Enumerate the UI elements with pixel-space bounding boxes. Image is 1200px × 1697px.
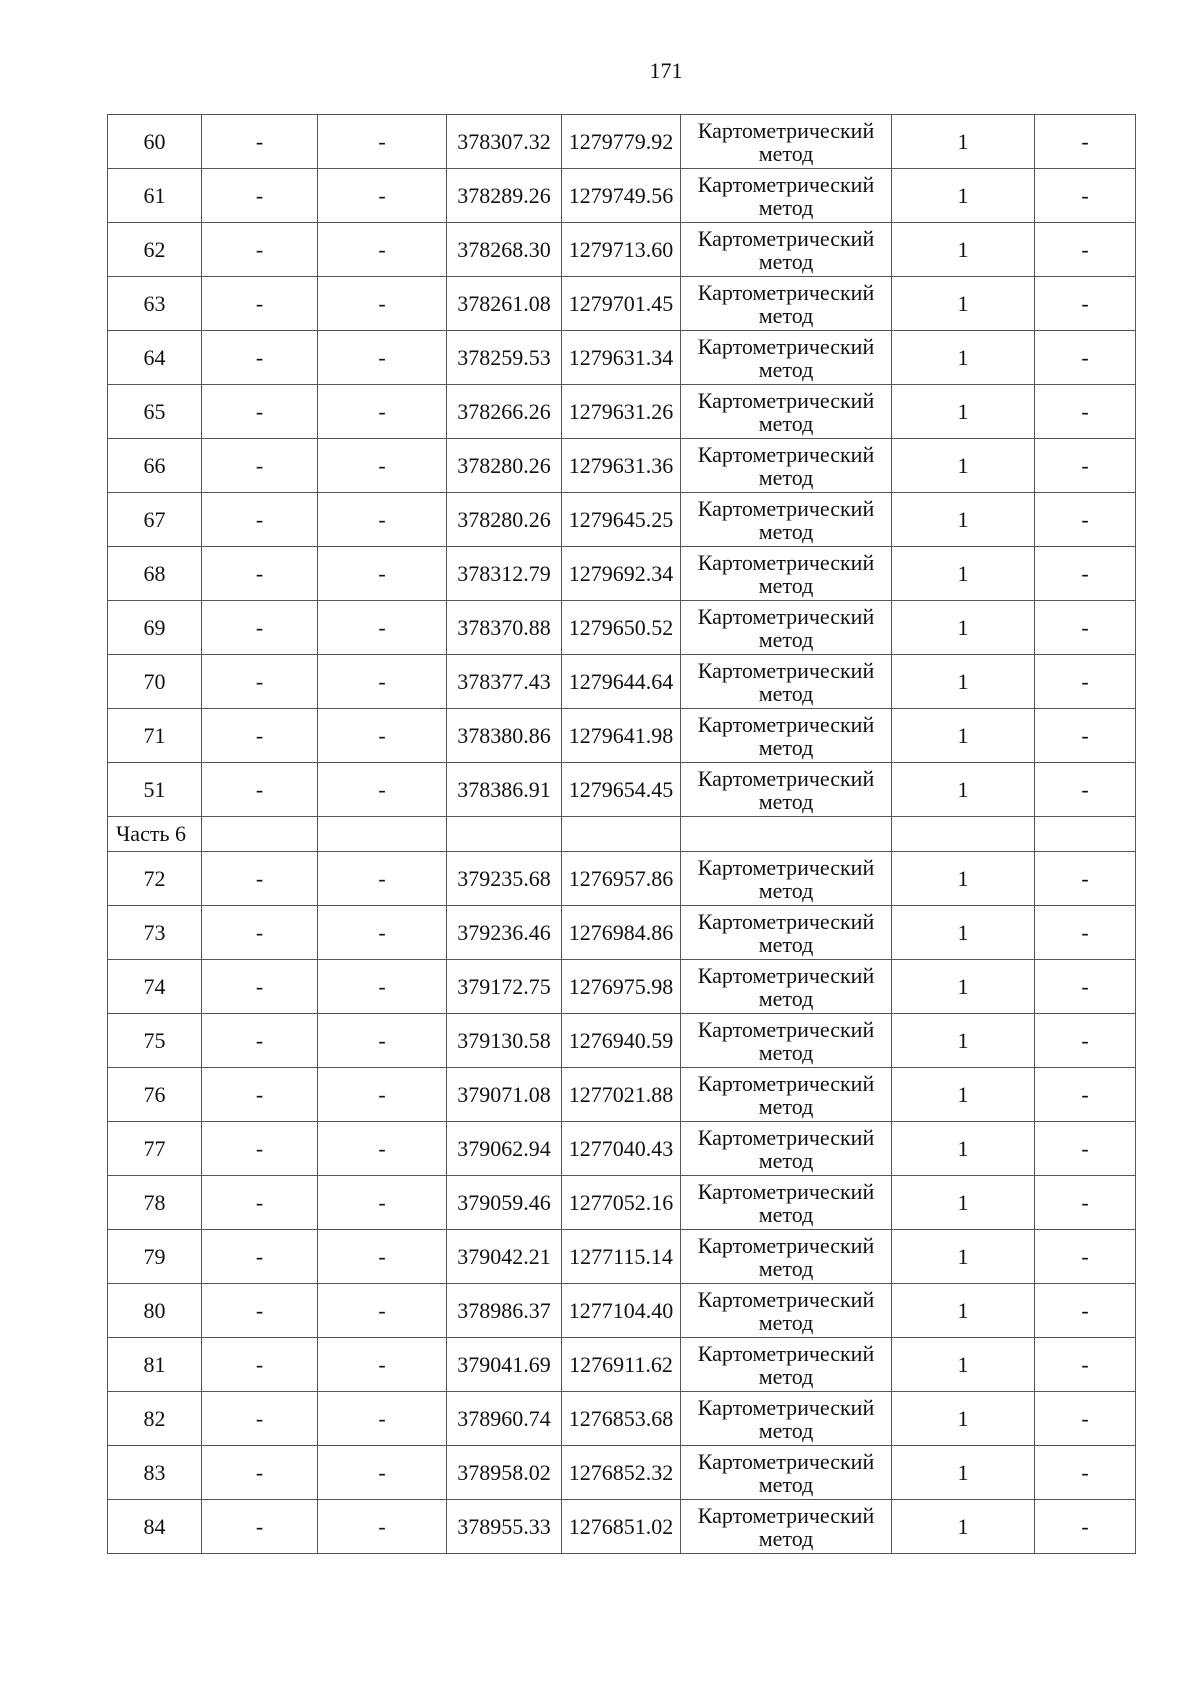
accuracy-cell: 1 — [892, 1338, 1035, 1392]
x-coordinate-cell: 379041.69 — [447, 1338, 562, 1392]
x-coordinate-cell: 378280.26 — [447, 493, 562, 547]
table-row — [108, 169, 1136, 223]
dash-cell: - — [202, 439, 318, 493]
accuracy-cell: 1 — [892, 331, 1035, 385]
method-line1: Картометрический — [697, 711, 875, 737]
table-row — [108, 960, 1136, 1014]
method-line1: Картометрический — [697, 603, 875, 629]
dash-cell: - — [1035, 331, 1136, 385]
method-line1: Картометрический — [697, 1394, 875, 1420]
method-line2: метод — [758, 356, 814, 382]
y-coordinate-cell: 1279645.25 — [562, 493, 681, 547]
method-line1: Картометрический — [697, 1448, 875, 1474]
dash-cell: - — [318, 1392, 447, 1446]
method-cell — [681, 1230, 892, 1284]
method-line1: Картометрический — [697, 1286, 875, 1312]
empty-cell — [447, 817, 562, 852]
method-line2: метод — [758, 1201, 814, 1227]
dash-cell: - — [202, 547, 318, 601]
x-coordinate-cell: 379062.94 — [447, 1122, 562, 1176]
point-number-cell: 51 — [108, 763, 202, 817]
dash-cell: - — [1035, 1500, 1136, 1554]
dash-cell: - — [202, 1500, 318, 1554]
section-row — [108, 817, 1136, 852]
y-coordinate-cell: 1277052.16 — [562, 1176, 681, 1230]
x-coordinate-cell: 378289.26 — [447, 169, 562, 223]
dash-cell: - — [202, 493, 318, 547]
table-row — [108, 277, 1136, 331]
table-row — [108, 493, 1136, 547]
method-cell — [681, 385, 892, 439]
dash-cell: - — [202, 1014, 318, 1068]
dash-cell: - — [1035, 277, 1136, 331]
dash-cell: - — [318, 115, 447, 169]
y-coordinate-cell: 1279749.56 — [562, 169, 681, 223]
accuracy-cell: 1 — [892, 169, 1035, 223]
x-coordinate-cell: 378266.26 — [447, 385, 562, 439]
method-line2: метод — [758, 518, 814, 544]
point-number-cell: 73 — [108, 906, 202, 960]
point-number-cell: 68 — [108, 547, 202, 601]
method-line2: метод — [758, 931, 814, 957]
method-line1: Картометрический — [697, 333, 875, 359]
accuracy-cell: 1 — [892, 439, 1035, 493]
y-coordinate-cell: 1277115.14 — [562, 1230, 681, 1284]
method-cell — [681, 852, 892, 906]
y-coordinate-cell: 1277104.40 — [562, 1284, 681, 1338]
empty-cell — [202, 817, 318, 852]
accuracy-cell: 1 — [892, 601, 1035, 655]
table-row — [108, 1500, 1136, 1554]
y-coordinate-cell: 1276975.98 — [562, 960, 681, 1014]
table-row — [108, 1122, 1136, 1176]
x-coordinate-cell: 378280.26 — [447, 439, 562, 493]
method-line2: метод — [758, 1147, 814, 1173]
dash-cell: - — [318, 1122, 447, 1176]
dash-cell: - — [202, 1122, 318, 1176]
method-line2: метод — [758, 626, 814, 652]
method-line1: Картометрический — [697, 1016, 875, 1042]
accuracy-cell: 1 — [892, 547, 1035, 601]
dash-cell: - — [202, 385, 318, 439]
y-coordinate-cell: 1279701.45 — [562, 277, 681, 331]
table-row — [108, 852, 1136, 906]
point-number-cell: 76 — [108, 1068, 202, 1122]
dash-cell: - — [202, 277, 318, 331]
accuracy-cell: 1 — [892, 1500, 1035, 1554]
dash-cell: - — [1035, 547, 1136, 601]
table-row — [108, 655, 1136, 709]
dash-cell: - — [202, 1176, 318, 1230]
method-line1: Картометрический — [697, 657, 875, 683]
table-row — [108, 1230, 1136, 1284]
accuracy-cell: 1 — [892, 1014, 1035, 1068]
dash-cell: - — [1035, 169, 1136, 223]
table-row — [108, 1014, 1136, 1068]
accuracy-cell: 1 — [892, 223, 1035, 277]
dash-cell: - — [1035, 1176, 1136, 1230]
dash-cell: - — [318, 1338, 447, 1392]
point-number-cell: 77 — [108, 1122, 202, 1176]
method-cell — [681, 1068, 892, 1122]
x-coordinate-cell: 378958.02 — [447, 1446, 562, 1500]
method-line2: метод — [758, 1309, 814, 1335]
point-number-cell: 78 — [108, 1176, 202, 1230]
x-coordinate-cell: 379172.75 — [447, 960, 562, 1014]
method-cell — [681, 709, 892, 763]
dash-cell: - — [318, 601, 447, 655]
table-row — [108, 1392, 1136, 1446]
dash-cell: - — [318, 493, 447, 547]
dash-cell: - — [202, 601, 318, 655]
y-coordinate-cell: 1279631.34 — [562, 331, 681, 385]
method-line1: Картометрический — [697, 908, 875, 934]
y-coordinate-cell: 1277040.43 — [562, 1122, 681, 1176]
y-coordinate-cell: 1279650.52 — [562, 601, 681, 655]
y-coordinate-cell: 1276957.86 — [562, 852, 681, 906]
point-number-cell: 81 — [108, 1338, 202, 1392]
method-cell — [681, 493, 892, 547]
y-coordinate-cell: 1279631.26 — [562, 385, 681, 439]
accuracy-cell: 1 — [892, 115, 1035, 169]
dash-cell: - — [202, 709, 318, 763]
accuracy-cell: 1 — [892, 852, 1035, 906]
point-number-cell: 63 — [108, 277, 202, 331]
dash-cell: - — [318, 1500, 447, 1554]
point-number-cell: 74 — [108, 960, 202, 1014]
method-cell — [681, 1122, 892, 1176]
dash-cell: - — [318, 169, 447, 223]
dash-cell: - — [318, 331, 447, 385]
x-coordinate-cell: 378955.33 — [447, 1500, 562, 1554]
method-line2: метод — [758, 302, 814, 328]
dash-cell: - — [1035, 1338, 1136, 1392]
accuracy-cell: 1 — [892, 960, 1035, 1014]
dash-cell: - — [318, 1284, 447, 1338]
y-coordinate-cell: 1276852.32 — [562, 1446, 681, 1500]
dash-cell: - — [1035, 1122, 1136, 1176]
x-coordinate-cell: 378370.88 — [447, 601, 562, 655]
accuracy-cell: 1 — [892, 1176, 1035, 1230]
point-number-cell: 83 — [108, 1446, 202, 1500]
accuracy-cell: 1 — [892, 709, 1035, 763]
x-coordinate-cell: 378380.86 — [447, 709, 562, 763]
dash-cell: - — [318, 547, 447, 601]
x-coordinate-cell: 379059.46 — [447, 1176, 562, 1230]
dash-cell: - — [1035, 493, 1136, 547]
y-coordinate-cell: 1276911.62 — [562, 1338, 681, 1392]
dash-cell: - — [1035, 852, 1136, 906]
table-row — [108, 115, 1136, 169]
method-cell — [681, 1500, 892, 1554]
x-coordinate-cell: 378986.37 — [447, 1284, 562, 1338]
dash-cell: - — [318, 385, 447, 439]
dash-cell: - — [1035, 1284, 1136, 1338]
method-line1: Картометрический — [697, 1502, 875, 1528]
accuracy-cell: 1 — [892, 1392, 1035, 1446]
accuracy-cell: 1 — [892, 655, 1035, 709]
table-row — [108, 709, 1136, 763]
point-number-cell: 82 — [108, 1392, 202, 1446]
method-cell — [681, 331, 892, 385]
point-number-cell: 75 — [108, 1014, 202, 1068]
dash-cell: - — [202, 331, 318, 385]
empty-cell — [681, 817, 892, 852]
method-line1: Картометрический — [697, 171, 875, 197]
point-number-cell: 64 — [108, 331, 202, 385]
method-cell — [681, 1176, 892, 1230]
y-coordinate-cell: 1276940.59 — [562, 1014, 681, 1068]
dash-cell: - — [318, 439, 447, 493]
y-coordinate-cell: 1276851.02 — [562, 1500, 681, 1554]
dash-cell: - — [202, 960, 318, 1014]
method-line1: Картометрический — [697, 1232, 875, 1258]
accuracy-cell: 1 — [892, 493, 1035, 547]
dash-cell: - — [202, 1284, 318, 1338]
method-line1: Картометрический — [697, 495, 875, 521]
method-cell — [681, 169, 892, 223]
method-line2: метод — [758, 1255, 814, 1281]
method-line1: Картометрический — [697, 549, 875, 575]
method-line1: Картометрический — [697, 1124, 875, 1150]
method-line2: метод — [758, 1471, 814, 1497]
method-line2: метод — [758, 1093, 814, 1119]
empty-cell — [1035, 817, 1136, 852]
y-coordinate-cell: 1279692.34 — [562, 547, 681, 601]
x-coordinate-cell: 378312.79 — [447, 547, 562, 601]
method-line1: Картометрический — [697, 1178, 875, 1204]
point-number-cell: 65 — [108, 385, 202, 439]
point-number-cell: 70 — [108, 655, 202, 709]
y-coordinate-cell: 1276853.68 — [562, 1392, 681, 1446]
y-coordinate-cell: 1276984.86 — [562, 906, 681, 960]
dash-cell: - — [1035, 439, 1136, 493]
point-number-cell: 62 — [108, 223, 202, 277]
y-coordinate-cell: 1279779.92 — [562, 115, 681, 169]
y-coordinate-cell: 1279713.60 — [562, 223, 681, 277]
dash-cell: - — [202, 1446, 318, 1500]
dash-cell: - — [318, 1446, 447, 1500]
method-line2: метод — [758, 788, 814, 814]
dash-cell: - — [1035, 709, 1136, 763]
dash-cell: - — [1035, 1014, 1136, 1068]
y-coordinate-cell: 1279654.45 — [562, 763, 681, 817]
x-coordinate-cell: 379130.58 — [447, 1014, 562, 1068]
dash-cell: - — [1035, 1392, 1136, 1446]
method-line1: Картометрический — [697, 765, 875, 791]
dash-cell: - — [202, 115, 318, 169]
dash-cell: - — [318, 1230, 447, 1284]
method-cell — [681, 277, 892, 331]
point-number-cell: 61 — [108, 169, 202, 223]
table-row — [108, 1338, 1136, 1392]
method-cell — [681, 115, 892, 169]
accuracy-cell: 1 — [892, 906, 1035, 960]
dash-cell: - — [1035, 655, 1136, 709]
dash-cell: - — [318, 277, 447, 331]
dash-cell: - — [1035, 223, 1136, 277]
point-number-cell: 72 — [108, 852, 202, 906]
dash-cell: - — [1035, 960, 1136, 1014]
method-line2: метод — [758, 1039, 814, 1065]
dash-cell: - — [202, 852, 318, 906]
x-coordinate-cell: 379235.68 — [447, 852, 562, 906]
accuracy-cell: 1 — [892, 1230, 1035, 1284]
accuracy-cell: 1 — [892, 277, 1035, 331]
x-coordinate-cell: 378261.08 — [447, 277, 562, 331]
dash-cell: - — [202, 169, 318, 223]
x-coordinate-cell: 378377.43 — [447, 655, 562, 709]
dash-cell: - — [318, 223, 447, 277]
x-coordinate-cell: 378268.30 — [447, 223, 562, 277]
x-coordinate-cell: 378307.32 — [447, 115, 562, 169]
dash-cell: - — [202, 1068, 318, 1122]
dash-cell: - — [318, 960, 447, 1014]
dash-cell: - — [1035, 385, 1136, 439]
x-coordinate-cell: 378960.74 — [447, 1392, 562, 1446]
dash-cell: - — [202, 1338, 318, 1392]
point-number-cell: 60 — [108, 115, 202, 169]
method-line1: Картометрический — [697, 441, 875, 467]
dash-cell: - — [1035, 906, 1136, 960]
method-line2: метод — [758, 248, 814, 274]
method-line2: метод — [758, 1525, 814, 1551]
table-row — [108, 1284, 1136, 1338]
method-line2: метод — [758, 680, 814, 706]
dash-cell: - — [318, 1014, 447, 1068]
coordinates-table — [107, 114, 1136, 1554]
x-coordinate-cell: 379042.21 — [447, 1230, 562, 1284]
method-cell — [681, 439, 892, 493]
method-line2: метод — [758, 140, 814, 166]
point-number-cell: 69 — [108, 601, 202, 655]
page-number: 171 — [649, 58, 683, 83]
accuracy-cell: 1 — [892, 385, 1035, 439]
method-line2: метод — [758, 572, 814, 598]
dash-cell: - — [202, 906, 318, 960]
dash-cell: - — [318, 709, 447, 763]
dash-cell: - — [318, 906, 447, 960]
method-cell — [681, 960, 892, 1014]
table-row — [108, 1068, 1136, 1122]
table-row — [108, 763, 1136, 817]
method-line1: Картометрический — [697, 387, 875, 413]
table-row — [108, 601, 1136, 655]
dash-cell: - — [318, 1068, 447, 1122]
method-line2: метод — [758, 734, 814, 760]
accuracy-cell: 1 — [892, 1068, 1035, 1122]
method-line1: Картометрический — [697, 117, 875, 143]
method-cell — [681, 763, 892, 817]
method-cell — [681, 1338, 892, 1392]
dash-cell: - — [1035, 115, 1136, 169]
dash-cell: - — [202, 1392, 318, 1446]
method-cell — [681, 1014, 892, 1068]
table-row — [108, 906, 1136, 960]
x-coordinate-cell: 378259.53 — [447, 331, 562, 385]
method-line2: метод — [758, 1417, 814, 1443]
accuracy-cell: 1 — [892, 1122, 1035, 1176]
point-number-cell: 84 — [108, 1500, 202, 1554]
point-number-cell: 66 — [108, 439, 202, 493]
table-row — [108, 385, 1136, 439]
method-line2: метод — [758, 464, 814, 490]
method-line1: Картометрический — [697, 1340, 875, 1366]
method-cell — [681, 906, 892, 960]
table-body — [108, 115, 1136, 1554]
dash-cell: - — [1035, 601, 1136, 655]
dash-cell: - — [318, 655, 447, 709]
table-row — [108, 1446, 1136, 1500]
accuracy-cell: 1 — [892, 1446, 1035, 1500]
dash-cell: - — [1035, 1230, 1136, 1284]
x-coordinate-cell: 378386.91 — [447, 763, 562, 817]
x-coordinate-cell: 379071.08 — [447, 1068, 562, 1122]
method-line2: метод — [758, 1363, 814, 1389]
method-cell — [681, 547, 892, 601]
y-coordinate-cell: 1279641.98 — [562, 709, 681, 763]
method-line1: Картометрический — [697, 1070, 875, 1096]
method-cell — [681, 223, 892, 277]
dash-cell: - — [202, 655, 318, 709]
x-coordinate-cell: 379236.46 — [447, 906, 562, 960]
point-number-cell: 71 — [108, 709, 202, 763]
accuracy-cell: 1 — [892, 763, 1035, 817]
y-coordinate-cell: 1277021.88 — [562, 1068, 681, 1122]
dash-cell: - — [318, 763, 447, 817]
dash-cell: - — [202, 763, 318, 817]
dash-cell: - — [202, 223, 318, 277]
y-coordinate-cell: 1279644.64 — [562, 655, 681, 709]
section-label: Часть 6 — [108, 817, 202, 852]
point-number-cell: 80 — [108, 1284, 202, 1338]
dash-cell: - — [318, 852, 447, 906]
dash-cell: - — [1035, 1446, 1136, 1500]
table-row — [108, 331, 1136, 385]
empty-cell — [318, 817, 447, 852]
method-line1: Картометрический — [697, 279, 875, 305]
method-line2: метод — [758, 985, 814, 1011]
method-cell — [681, 601, 892, 655]
method-cell — [681, 1392, 892, 1446]
table-row — [108, 223, 1136, 277]
table-row — [108, 547, 1136, 601]
dash-cell: - — [1035, 763, 1136, 817]
point-number-cell: 79 — [108, 1230, 202, 1284]
method-line2: метод — [758, 194, 814, 220]
method-line1: Картометрический — [697, 225, 875, 251]
point-number-cell: 67 — [108, 493, 202, 547]
empty-cell — [562, 817, 681, 852]
method-cell — [681, 655, 892, 709]
y-coordinate-cell: 1279631.36 — [562, 439, 681, 493]
method-line2: метод — [758, 877, 814, 903]
method-line1: Картометрический — [697, 854, 875, 880]
dash-cell: - — [1035, 1068, 1136, 1122]
table-row — [108, 439, 1136, 493]
method-line1: Картометрический — [697, 962, 875, 988]
method-cell — [681, 1446, 892, 1500]
empty-cell — [892, 817, 1035, 852]
accuracy-cell: 1 — [892, 1284, 1035, 1338]
method-line2: метод — [758, 410, 814, 436]
method-cell — [681, 1284, 892, 1338]
table-row — [108, 1176, 1136, 1230]
dash-cell: - — [318, 1176, 447, 1230]
dash-cell: - — [202, 1230, 318, 1284]
